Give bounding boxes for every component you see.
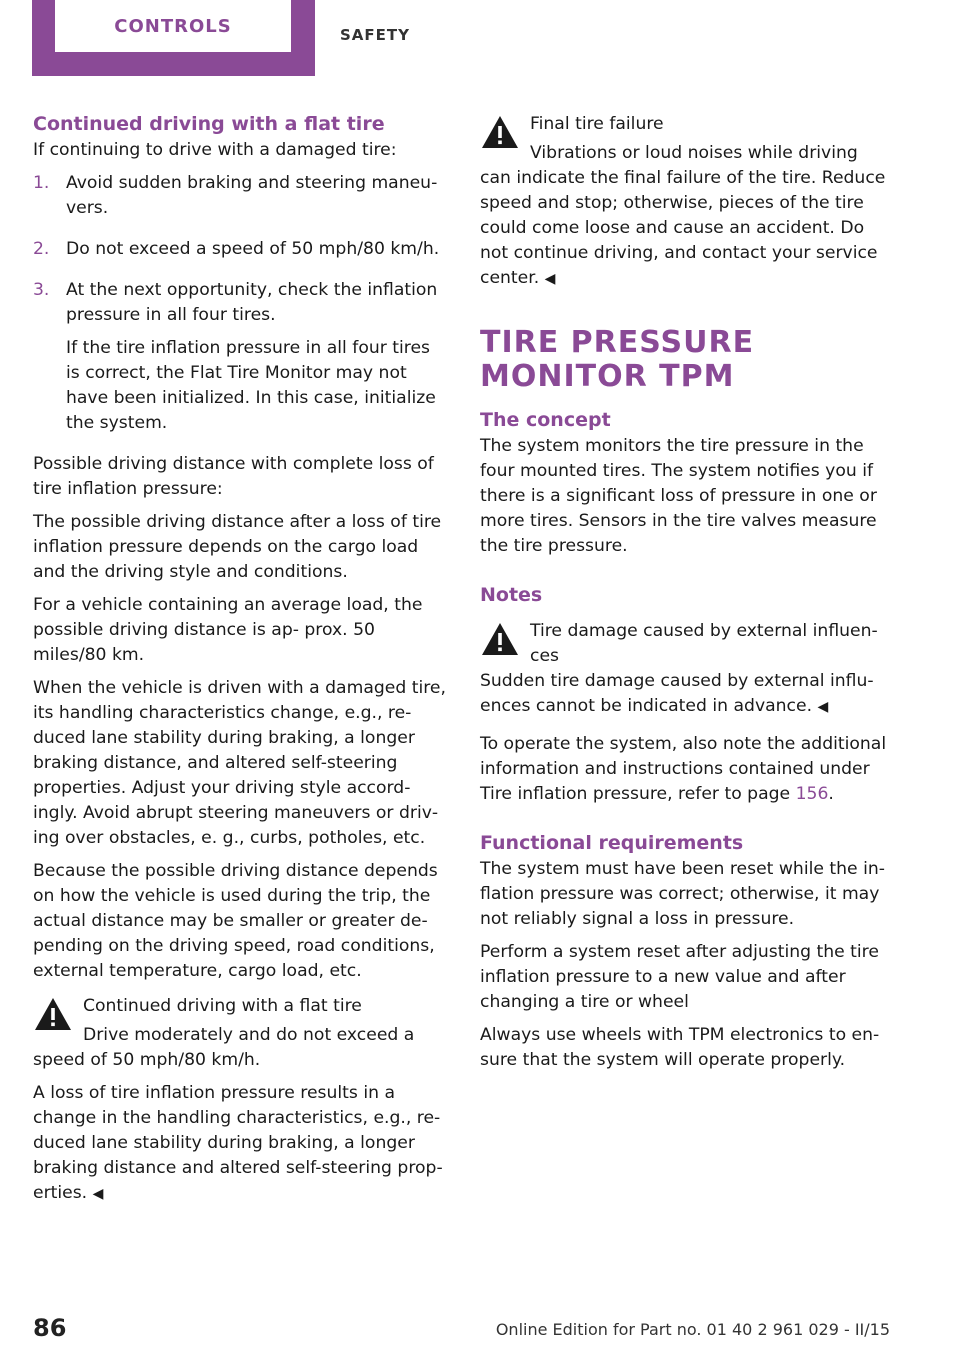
paragraph: Possible driving distance with complete loss of tire inflation pressure: [33,454,434,499]
end-marker: ◀ [544,271,556,287]
warning-body: can indicate the final failure of the tire. Reduce speed and stop; otherwise, pieces of the tire could come loose and cause an accident. Do not continue driving, and contact your service center. [480,168,886,288]
warning-triangle-icon [480,114,520,150]
subsection-title-notes: Notes [480,584,543,606]
warning-lead: Vibrations or loud noises while driving [530,143,858,163]
concept-text: The system monitors the tire pressure in the four mounted tires. The system notifies you if there is a significant loss of pressure in one or more tires. Sensors in the tire valves measure the tire pressure. [480,436,877,556]
paragraph: Because the possible driving distance depends on how the vehicle is used during the trip, the actual distance may be smaller or greater de‐ pending on the driving speed, road conditions, external temperature, cargo load, etc. [33,861,438,981]
edition-footer: Online Edition for Part no. 01 40 2 961 029 - II/15 [495,1320,890,1339]
steps-list [33,171,448,444]
list-text: At the next opportunity, check the inflation pressure in all four tires. [66,280,438,325]
list-number: 2. [33,239,50,259]
paragraph: For a vehicle containing an average load, the possible driving distance is ap‐ prox. 50 miles/80 km. [33,595,423,665]
requirements-paragraph: The system must have been reset while the in‐ flation pressure was correct; otherwise, it may not reliably signal a loss in pressure. [480,859,885,929]
tab-safety[interactable]: SAFETY [340,26,410,44]
page-number: 86 [33,1314,67,1342]
warning-title: Continued driving with a flat tire [83,996,362,1016]
left-column [33,110,448,1215]
end-marker: ◀ [92,1186,104,1202]
list-number: 1. [33,173,50,193]
subsection-title-requirements: Functional requirements [480,832,744,854]
warning-block [480,110,892,292]
list-text: Avoid sudden braking and steering maneu‐ vers. [66,173,438,218]
requirements-paragraph: Perform a system reset after adjusting the tire inflation pressure to a new value and after changing a tire or wheel [480,942,879,1012]
list-number: 3. [33,280,50,300]
warning-triangle-icon [33,996,73,1032]
section-title-flat-tire: Continued driving with a flat tire [33,113,385,135]
notes-text: To operate the system, also note the additional information and instructions contained under Tire inflation pressure, refer to page [480,734,887,804]
warning-title: Tire damage caused by external influen‐ ces [530,621,878,666]
list-text: Do not exceed a speed of 50 mph/80 km/h. [66,239,440,259]
list-item [33,171,448,229]
requirements-paragraph: Always use wheels with TPM electronics to en‐ sure that the system will operate properly. [480,1025,880,1070]
paragraph: When the vehicle is driven with a damaged tire, its handling characteristics change, e.g., re‐ duced lane stability during braking, a longer braking distance, and altered self-steering properties. Adjust your driving style accord‐ ingly. Avoid abrupt steering maneuvers or driv‐ ing over obstacles, e. g., curbs, potholes, etc. [33,678,446,848]
main-section-title: TIRE PRESSURE MONITOR TPM [480,325,755,394]
notes-paragraph [480,732,892,807]
page-reference-link[interactable]: 156 [795,784,829,804]
paragraph: The possible driving distance after a loss of tire inflation pressure depends on the cargo load and the driving style and conditions. [33,512,442,582]
list-item [33,278,448,444]
intro-text: If continuing to drive with a damaged tire: [33,140,397,160]
warning-block [33,992,448,1207]
warning-triangle-icon [480,621,520,657]
list-subtext: If the tire inflation pressure in all four tires is correct, the Flat Tire Monitor may not have been initialized. In this case, initialize the system. [66,338,436,433]
warning-title: Final tire failure [530,114,664,134]
list-item [33,237,448,270]
right-column [480,110,892,1081]
warning-block [480,617,892,720]
warning-body: Sudden tire damage caused by external influ‐ ences cannot be indicated in advance. [480,671,874,716]
warning-body [33,1081,448,1207]
notes-text-suffix: . [828,784,834,804]
warning-lead: Drive moderately and do not exceed a [83,1025,415,1045]
subsection-title-concept: The concept [480,409,611,431]
end-marker: ◀ [817,699,829,715]
tab-controls[interactable]: CONTROLS [55,0,291,52]
warning-body-text: A loss of tire inflation pressure results in a change in the handling characteristics, e.g., re‐ duced lane stability during braking, a longer braking distance and altered self-steering prop‐ erties. [33,1083,443,1203]
warning-body: speed of 50 mph/80 km/h. [33,1050,261,1070]
